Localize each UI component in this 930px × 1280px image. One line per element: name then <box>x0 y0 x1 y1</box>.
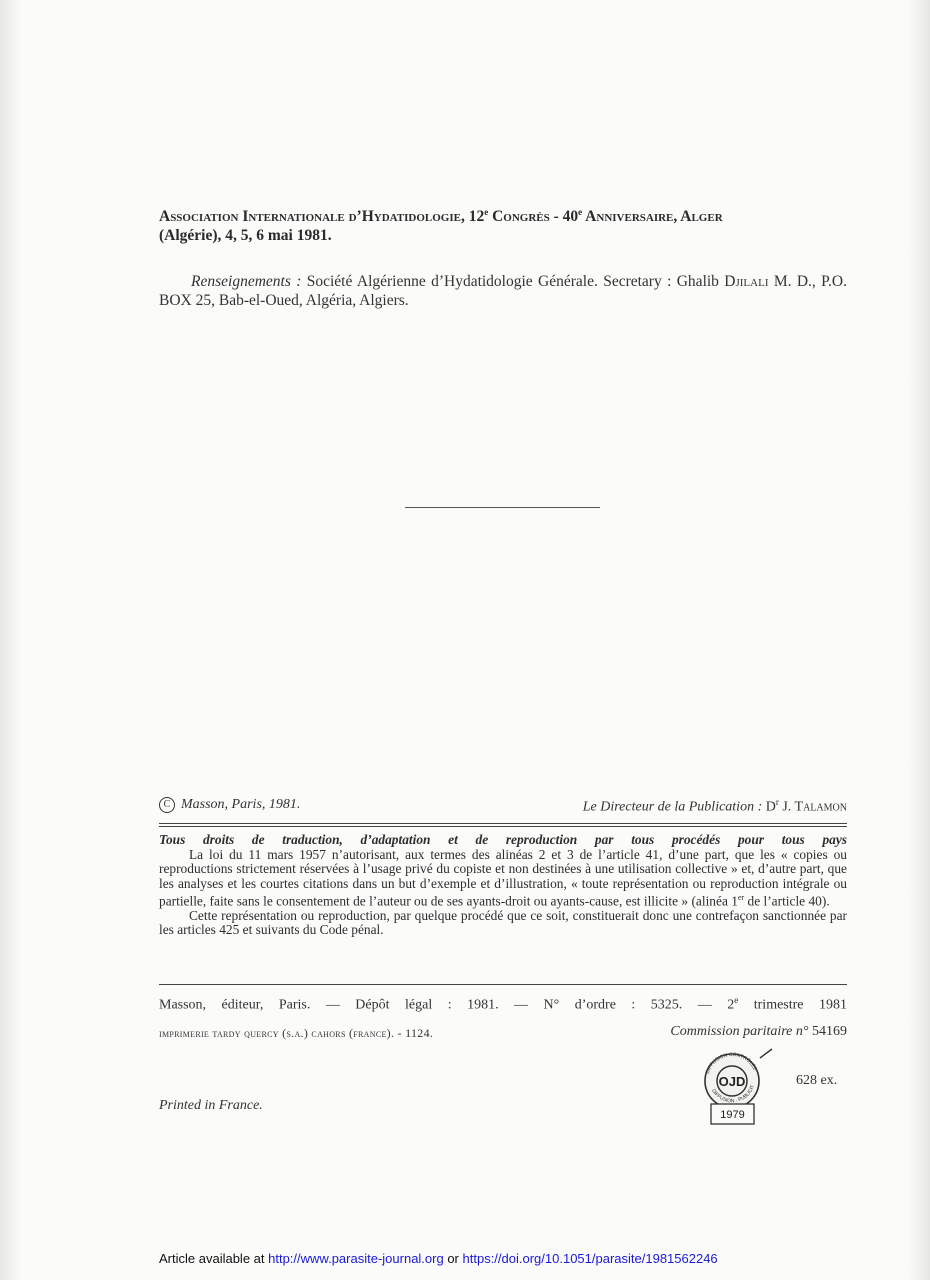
seal-arc-right-text: CONTRÔLÉE <box>728 1051 758 1072</box>
commission-number: 54169 <box>808 1024 847 1039</box>
rights-notice <box>159 833 847 938</box>
commission-label: Commission paritaire n° <box>670 1024 809 1039</box>
congress-label: Congrès - 40 <box>488 208 579 226</box>
journal-link[interactable]: http://www.parasite-journal.org <box>268 1251 444 1266</box>
heading-line-1: Association Internationale d’Hydatidologie, 12 <box>159 208 485 226</box>
footer-or: or <box>443 1251 463 1266</box>
commission-paritaire <box>670 1024 847 1040</box>
seal-arc-bottom-text: DIFFUSION · PUBLICIT <box>710 1084 757 1105</box>
info-address: M. D., P.O. BOX 25, Bab-el-Oued, Algéria, Algiers. <box>159 273 848 309</box>
heading-line-2: (Algérie), 4, 5, 6 mai 1981. <box>159 227 332 245</box>
publisher-text: Masson, Paris, 1981. <box>181 797 301 813</box>
info-text: Société Algérienne d’Hydatidologie Générale. Secretary : Ghalib <box>301 273 725 290</box>
scan-edge-right <box>908 0 930 1280</box>
rights-paragraph-2: Cette représentation ou reproduction, par quelque procédé que ce soit, constituerait donc une contrefaçon sanctionnée par les articles 425 et suivants du Code pénal. <box>159 907 847 938</box>
rights-superscript: er <box>737 893 745 902</box>
quarter-text: trimestre 1981 <box>738 997 847 1013</box>
printer-line <box>159 1024 847 1042</box>
scan-edge-left <box>0 0 22 1280</box>
director-title: D <box>762 799 776 815</box>
ojd-seal-icon <box>690 1048 776 1128</box>
article-availability-footer <box>159 1251 718 1266</box>
rights-paragraph-1-text: La loi du 11 mars 1957 n’autorisant, aux termes des alinéas 2 et 3 de l’article 41, d’une part, que les « copies ou reproductions strictement réservées à l’usage privé du copiste et non destinées à une utilisation collective » et, d’autre part, que les analyses et les courtes citations dans un but d’exemple et d’illustration, « toute représentation ou reproduction intégrale ou partielle, faite sans le consentement de l’auteur ou de ses ayants-droit ou ayants-cause, est illicite » (alinéa 1 <box>159 846 847 909</box>
copyright-icon: C <box>159 797 175 813</box>
ordinal-suffix: e <box>578 207 583 217</box>
legal-deposit-line <box>159 995 847 1014</box>
quarter-superscript: e <box>734 995 739 1005</box>
info-paragraph <box>159 272 847 310</box>
info-label: Renseignements : <box>191 273 302 290</box>
footer-prefix: Article available at <box>159 1251 269 1266</box>
ordinal-suffix: e <box>484 207 489 217</box>
copyright-line <box>159 797 847 817</box>
section-divider <box>405 507 600 508</box>
seal-arc-left-text: DIFFUSION <box>704 1052 729 1075</box>
anniversary-label: Anniversaire, Alger <box>582 208 723 226</box>
doi-link[interactable]: https://doi.org/10.1051/parasite/1981562246 <box>462 1251 718 1266</box>
seal-center-text: OJD <box>718 1074 746 1089</box>
rule-double-top <box>159 823 847 824</box>
director-title-sup: r <box>775 797 779 807</box>
printer-name: imprimerie tardy quercy (s.a.) cahors (france). - 1124. <box>159 1026 434 1040</box>
rule-bottom <box>159 984 847 985</box>
secretary-name: Djilali <box>724 273 769 290</box>
rights-paragraph-1-end: de l’article 40). <box>744 893 830 909</box>
printed-in: Printed in France. <box>159 1098 263 1113</box>
director-label: Le Directeur de la Publication : <box>582 799 763 815</box>
legal-deposit-text: Masson, éditeur, Paris. — Dépôt légal : 1981. — N° d’ordre : 5325. — 2 <box>159 997 735 1013</box>
copyright-notice <box>159 797 300 813</box>
director-name: J. Talamon <box>778 799 847 815</box>
print-run: 628 ex. <box>796 1073 838 1088</box>
rights-heading: Tous droits de traduction, d’adaptation et de reproduction par tous procédés pour tous pays <box>159 832 847 847</box>
congress-announcement-heading <box>159 203 847 245</box>
rights-paragraph-1 <box>159 848 847 909</box>
seal-year: 1979 <box>720 1109 745 1121</box>
rule-double-bottom <box>159 826 847 827</box>
director-of-publication <box>583 797 847 816</box>
